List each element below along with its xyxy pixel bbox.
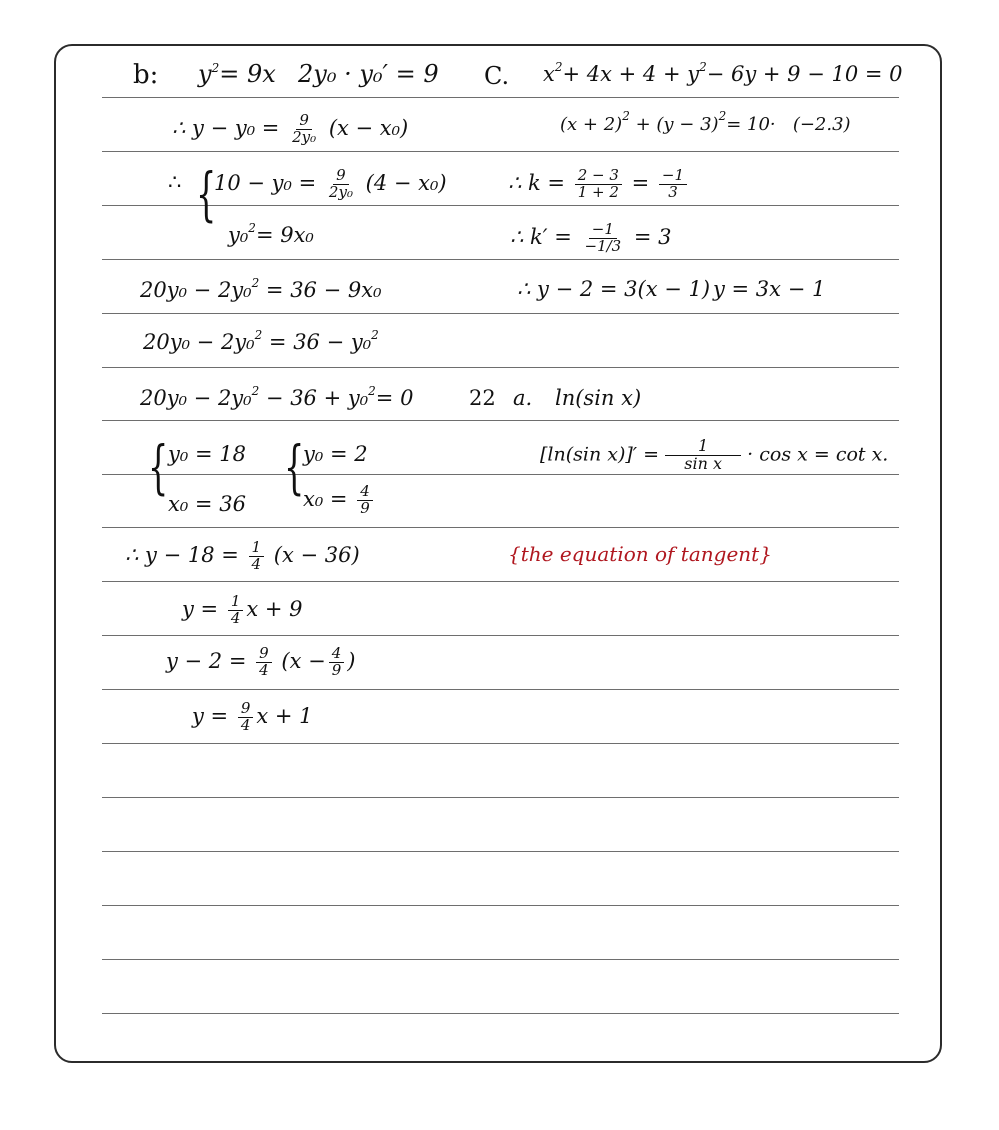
ruled-line <box>102 474 899 475</box>
equation-parabola: $y^2= 9x$ <box>198 60 276 88</box>
part-label-c: C. <box>484 62 510 90</box>
ruled-line <box>102 743 899 744</box>
circle-expanded-equation: $x^2+ 4x + 4 + y^2- 6y + 9 - 10 = 0$ <box>543 60 903 86</box>
equation-tangent-general: ∴ y − y₀ = $\frac{9}{\text{2y₀}}$ (x − x₀) <box>172 111 409 146</box>
ruled-line <box>102 581 899 582</box>
function-ln-sin: ln(sin x) <box>555 386 642 410</box>
ruled-line <box>102 527 899 528</box>
part-label-b: b: <box>133 60 159 90</box>
solution-2-x: x₀ = $\frac{4}{9}$ <box>303 484 376 517</box>
ruled-line <box>102 367 899 368</box>
equation-step-1: 20y₀ − 2y₀$^2$ = 36 − 9x₀ <box>140 276 382 302</box>
tangent-slope: ∴ k′ = $\frac{-1}{-1/3}$ = 3 <box>510 220 672 255</box>
equation-step-3: 20y₀ − 2y₀$^2$ − 36 + y₀$^2$= 0 <box>140 384 414 410</box>
ruled-line <box>102 313 899 314</box>
therefore-symbol: ∴ <box>168 170 182 194</box>
solution-1-y: y₀ = 18 <box>168 442 246 466</box>
ruled-line <box>102 205 899 206</box>
radius-slope: ∴ k = $\frac{2 - 3}{1 + 2}$ = $\frac{-1}{3}$ <box>508 168 690 201</box>
ruled-line <box>102 97 899 98</box>
question-number: 22 <box>469 386 496 410</box>
ruled-line <box>102 851 899 852</box>
equation-system-line2: y₀$^2$= 9x₀ <box>228 221 314 247</box>
tangent-2-slope-intercept: y = $\frac{9}{4}$ x + 1 <box>192 699 313 734</box>
ruled-line <box>102 151 899 152</box>
annotation-equation-of-tangent: {the equation of tangent} <box>508 542 772 566</box>
tangent-1-slope-intercept: y = $\frac{1}{4}$ x + 9 <box>182 592 303 627</box>
solution-1-x: x₀ = 36 <box>168 492 246 516</box>
solution-1-brace: { <box>148 433 169 501</box>
derivative-ln-sin: [ln(sin x)]′ = $\frac{1}{\text{sin x}}$ · cos x = cot x. <box>540 436 889 473</box>
tangent-line-point-slope: ∴ y − 2 = 3(x − 1) <box>517 277 711 301</box>
ruled-line <box>102 635 899 636</box>
system-brace: { <box>196 160 217 228</box>
solution-2-y: y₀ = 2 <box>303 442 368 466</box>
ruled-line <box>102 797 899 798</box>
ruled-line <box>102 689 899 690</box>
solution-2-brace: { <box>284 433 305 501</box>
ruled-line <box>102 259 899 260</box>
tangent-2-point-slope: y − 2 = $\frac{9}{4}$ (x − $\frac{4}{9}$ ) <box>166 644 356 679</box>
ruled-line <box>102 420 899 421</box>
equation-step-2: 20y₀ − 2y₀$^2$ = 36 − y₀$^2$ <box>143 328 379 354</box>
tangent-line-result: y = 3x − 1 <box>713 277 826 301</box>
equation-derivative: 2y₀ · y₀′ = 9 <box>298 60 439 88</box>
equation-system-line1: 10 − y₀ = $\frac{9}{\text{2y₀}}$ (4 − x₀) <box>214 166 447 201</box>
circle-standard-form: $(x + 2)^2 + (y - 3)^2= 10\cdot$ (−2.3) <box>560 109 851 135</box>
ruled-line <box>102 1013 899 1014</box>
tangent-1-point-slope: ∴ y − 18 = $\frac{1}{4}$ (x − 36) <box>125 538 360 573</box>
ruled-line <box>102 959 899 960</box>
question-part-a: a. <box>513 386 533 410</box>
circle-center: (−2.3) <box>792 114 851 135</box>
ruled-line <box>102 905 899 906</box>
